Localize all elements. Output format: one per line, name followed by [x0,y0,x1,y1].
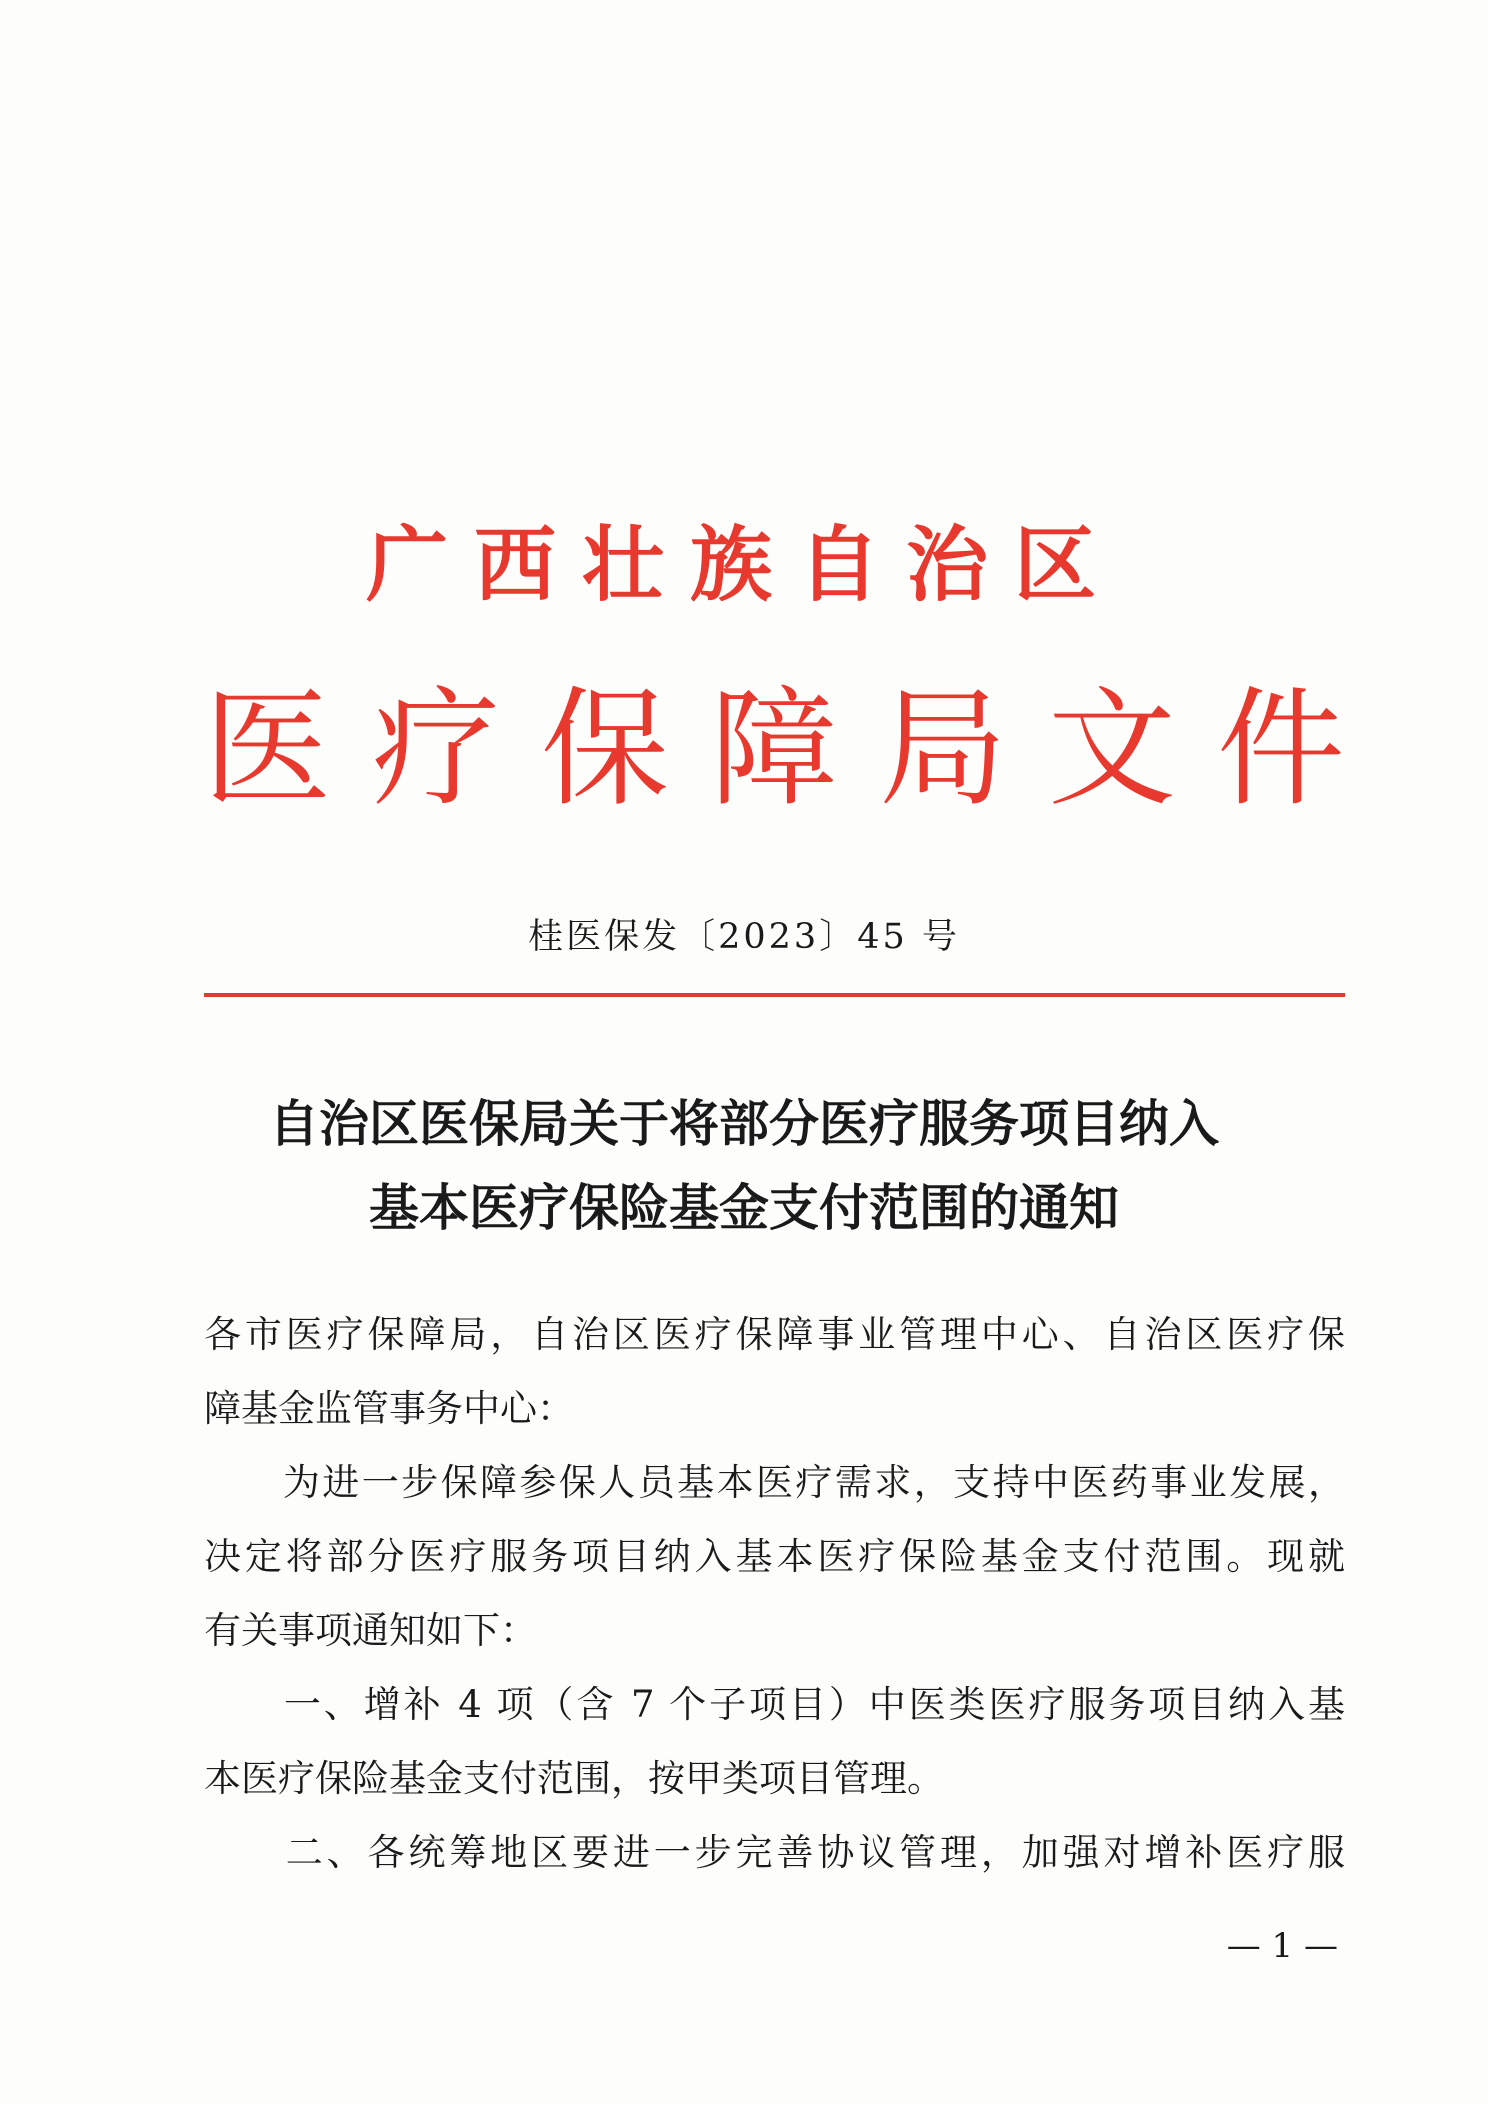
document-title [0,1082,1488,1250]
title-line-2: 基本医疗保险基金支付范围的通知 [369,1178,1119,1237]
header-char: 医 [203,675,332,824]
title-line-1: 自治区医保局关于将部分医疗服务项目纳入 [269,1094,1219,1153]
paragraph-2-line-1: 一、增补 4 项（含 7 个子项目）中医类医疗服务项目纳入基 [204,1683,1345,1726]
document-body [204,1298,1345,1890]
document-number: 桂医保发〔2023〕45 号 [528,917,960,957]
paragraph-3-line-1: 二、各统筹地区要进一步完善协议管理，加强对增补医疗服 [204,1831,1345,1874]
paragraph-1-line-2: 决定将部分医疗服务项目纳入基本医疗保险基金支付范围。现就 [204,1535,1345,1578]
header-char: 保 [540,675,669,824]
paragraph-1-line-1: 为进一步保障参保人员基本医疗需求，支持中医药事业发展， [204,1461,1345,1504]
header-char: 件 [1216,675,1345,824]
page-number: — 1 — [1226,1926,1338,1966]
paragraph-2-line-2: 本医疗保险基金支付范围，按甲类项目管理。 [204,1757,944,1800]
salutation-line-1: 各市医疗保障局，自治区医疗保障事业管理中心、自治区医疗保 [204,1313,1345,1356]
header-char: 障 [709,675,838,824]
header-char: 局 [878,675,1007,824]
header-char: 文 [1047,675,1176,824]
header-char: 疗 [371,675,500,824]
red-divider [204,993,1345,997]
paragraph-1-line-3: 有关事项通知如下： [204,1609,537,1652]
salutation-line-2: 障基金监管事务中心： [204,1387,574,1430]
issuer-header-line2 [203,675,1345,824]
issuer-header-line1: 广西壮族自治区 [365,517,1122,613]
